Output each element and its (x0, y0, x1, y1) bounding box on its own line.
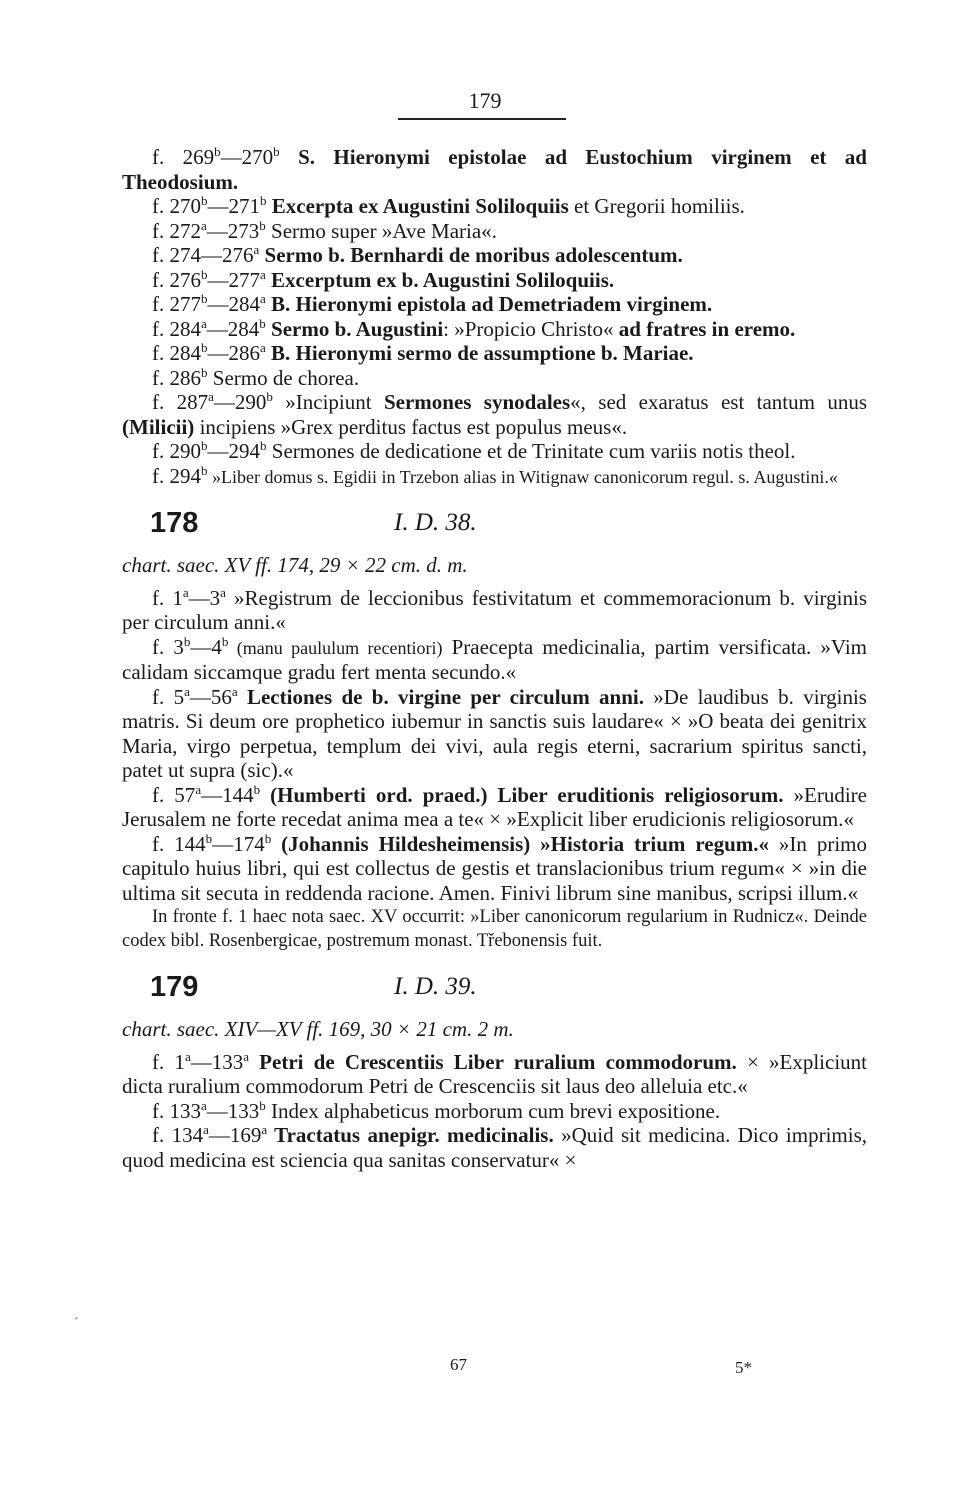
entry: f. 5$^a$—56$^a$ Lectiones de b. virgine per circulum anni. »De laudibus b. virginis matris. Si deum ore prophetico iubemur in sanctis suis laudare« × »O beata dei genitrix Maria, virgo perpetua, templum dei vivi, aula regis eterni, sacrarium spiritus sancti, patet ut supra (sic).« (122, 683, 867, 782)
shelf-signature: I. D. 38. (394, 509, 477, 536)
codex-description: chart. saec. XIV—XV ff. 169, 30 × 21 cm. 2 m. (122, 1017, 514, 1041)
entry: f. 294$^b$ »Liber domus s. Egidii in Trzebon alias in Witignaw canonicorum regul. s. Augustini.« (152, 462, 838, 488)
entry: f. 277$^b$—284$^a$ B. Hieronymi epistola ad Demetriadem virginem. (152, 291, 713, 316)
entry: f. 284$^b$—286$^a$ B. Hieronymi sermo de assumptione b. Mariae. (152, 340, 694, 365)
provenance-note: In fronte f. 1 haec nota saec. XV occurrit: »Liber canonicorum regularium in Rudnicz«. Deinde codex bibl. Rosenbergicae, postremum monast. Třebonensis fuit. (122, 907, 867, 951)
entries-top (122, 145, 867, 489)
entry: f. 1$^a$—133$^a$ Petri de Crescentiis Liber ruralium commodorum. × »Expliciunt dicta ruralium commodorum Petri de Crescenciis sit laus deo alleluia etc.« (122, 1048, 867, 1098)
entry: f. 286$^b$ Sermo de chorea. (152, 364, 360, 390)
section-heading-178 (122, 507, 867, 547)
entry: f. 284$^a$—284$^b$ Sermo b. Augustini: »Propicio Christo« ad fratres in eremo. (152, 315, 796, 341)
shelf-signature: I. D. 39. (394, 973, 477, 1000)
entry: f. 276$^b$—277$^a$ Excerptum ex b. Augustini Soliloquiis. (152, 266, 615, 292)
entry: f. 1$^a$—3$^a$ »Registrum de leccionibus festivitatum et commemoracionum b. virginis per circulum anni.« (122, 584, 867, 634)
section-number: 179 (150, 971, 199, 1003)
entry: f. 274—276$^a$ Sermo b. Bernhardi de moribus adolescentum. (152, 242, 683, 267)
entry: f. 134$^a$—169$^a$ Tractatus anepigr. medicinalis. »Quid sit medicina. Dico imprimis, quod medicina est sciencia qua sanitas conservatur« × (122, 1122, 867, 1172)
catalogue-text (122, 145, 867, 1172)
entry: f. 270$^b$—271$^b$ Excerpta ex Augustini Soliloquiis et Gregorii homiliis. (152, 193, 745, 218)
entry: f. 3$^b$—4$^b$ (manu paululum recentiori) Praecepta medicinalia, partim versificata. »Vim calidam siccamque gradu fert menta secundo.« (122, 633, 867, 684)
entry: f. 133$^a$—133$^b$ Index alphabeticus morborum cum brevi expositione. (152, 1097, 721, 1123)
header-rule (398, 118, 566, 120)
page-number: 179 (468, 88, 502, 113)
section-number: 178 (150, 507, 199, 539)
entry: f. 144$^b$—174$^b$ (Johannis Hildesheimensis) »Historia trium regum.« »In primo capitulo huius libri, qui est collectus de gestis et translacionibus trium regum« × »in die ultima sit secuta in reddenda racione. Amen. Finivi librum sine manibus, scripsi illum.« (122, 830, 868, 905)
section-heading-179 (122, 971, 867, 1011)
margin-mark: ˊ (74, 1316, 79, 1331)
entry: f. 269$^b$—270$^b$ S. Hieronymi epistolae ad Eustochium virginem et ad Theodosium. (122, 144, 867, 194)
entry: f. 290$^b$—294$^b$ Sermones de dedicatione et de Trinitate cum variis notis theol. (152, 438, 796, 463)
codex-description: chart. saec. XV ff. 174, 29 × 22 cm. d. m. (122, 553, 468, 577)
entry: f. 287$^a$—290$^b$ »Incipiunt Sermones synodales«, sed exaratus est tantum unus (Milicii) incipiens »Grex perditus factus est populus meus«. (122, 389, 867, 439)
entry: f. 57$^a$—144$^b$ (Humberti ord. praed.) Liber eruditionis religiosorum. »Erudire Jerusalem ne forte recedat anima mea a te« × »Explicit liber erudicionis religiosorum.« (122, 781, 867, 831)
entry: f. 272$^a$—273$^b$ Sermo super »Ave Maria«. (152, 217, 497, 243)
footer-sheet-number: 67 (450, 1355, 467, 1374)
footer-signature-mark: 5* (735, 1358, 752, 1377)
